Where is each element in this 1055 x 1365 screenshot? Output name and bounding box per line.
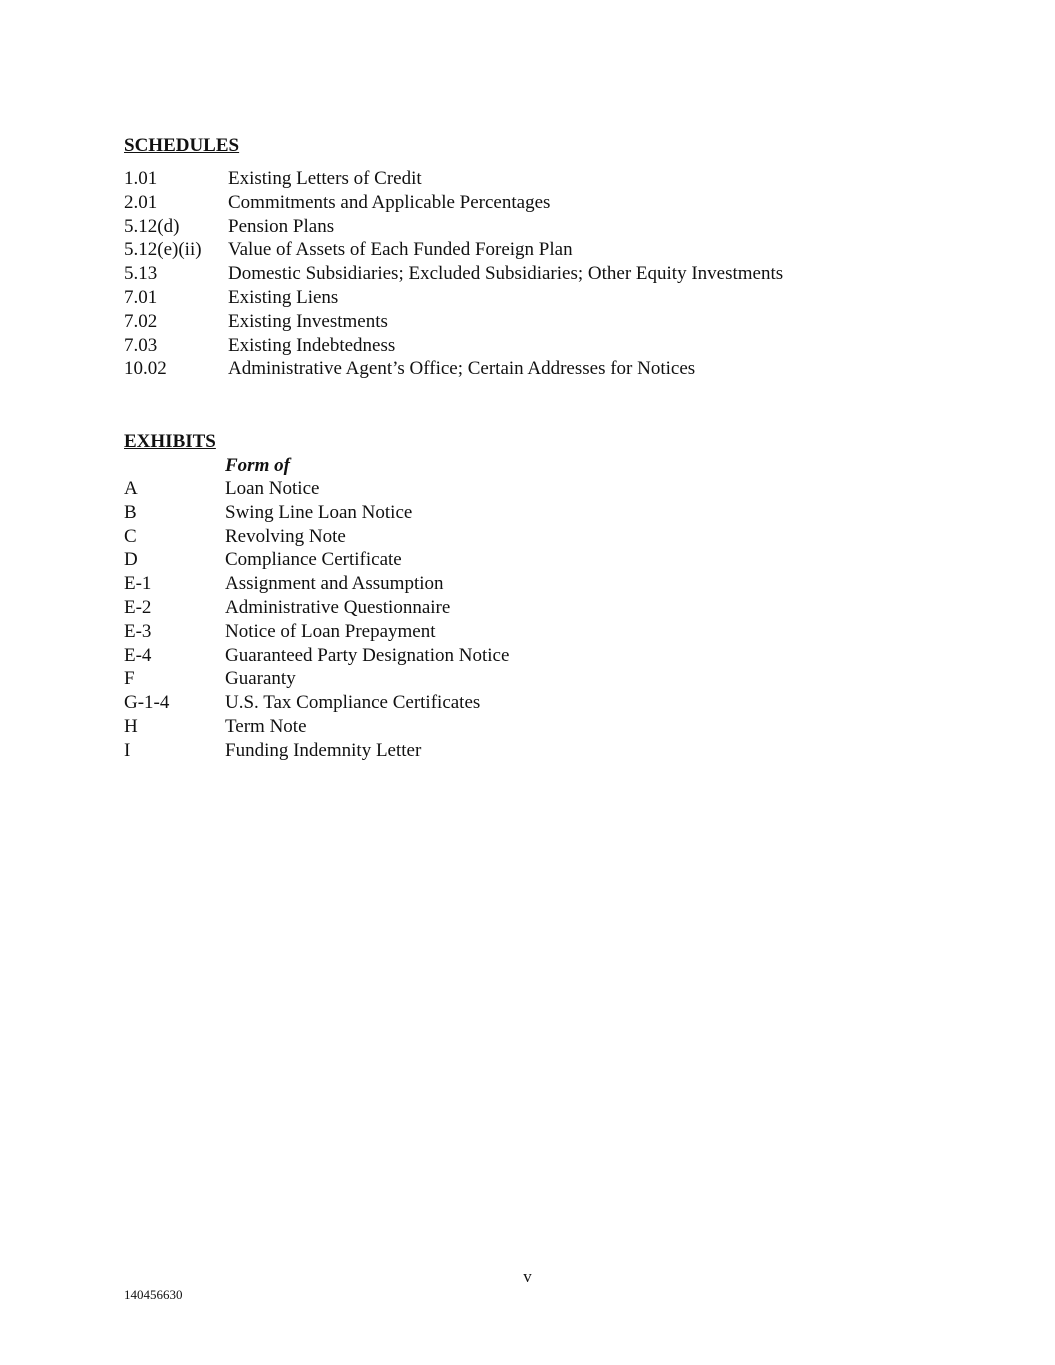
item-title: Funding Indemnity Letter [225,739,422,761]
item-code: E-4 [124,644,152,666]
item-title: Loan Notice [225,478,320,499]
document-id: 140456630 [124,1287,183,1302]
list-item [124,692,480,714]
item-title: Commitments and Applicable Percentages [228,191,551,213]
item-code: 2.01 [124,191,158,213]
item-code: G-1-4 [124,692,170,714]
item-title: Swing Line Loan Notice [225,501,413,523]
list-item [124,263,783,285]
item-code: 7.01 [124,287,158,308]
list-item [124,358,695,380]
item-title: Existing Letters of Credit [228,168,422,189]
list-item [124,311,388,333]
schedules-heading: SCHEDULES [124,135,240,156]
list-item [124,526,346,548]
list-item [124,478,319,500]
list-item [124,645,509,667]
item-code: 5.12(d) [124,215,180,237]
item-code: C [124,525,137,547]
item-code: 7.03 [124,334,158,356]
list-item [124,668,296,690]
item-title: Value of Assets of Each Funded Foreign Plan [228,239,573,261]
item-code: D [124,549,138,571]
item-code: 5.13 [124,263,158,285]
item-code: E-1 [124,573,152,595]
page-number: v [523,1267,532,1286]
list-item [124,597,450,619]
item-title: Term Note [225,716,307,737]
item-title: Administrative Agent’s Office; Certain Addresses for Notices [228,358,696,380]
item-title: Existing Investments [228,310,388,332]
list-item [124,335,395,357]
item-title: U.S. Tax Compliance Certificates [225,692,481,714]
exhibits-subheading: Form of [225,455,290,476]
list-item [124,740,421,762]
item-code: 10.02 [124,358,167,380]
exhibits-heading: EXHIBITS [124,431,216,452]
item-code: B [124,501,137,523]
item-title: Pension Plans [228,215,335,237]
list-item [124,716,307,738]
item-title: Administrative Questionnaire [225,597,451,618]
list-item [124,239,573,261]
item-title: Notice of Loan Prepayment [225,620,436,642]
item-code: 5.12(e)(ii) [124,239,202,261]
list-item [124,502,412,524]
item-title: Existing Indebtedness [228,334,396,356]
item-title: Compliance Certificate [225,549,402,571]
list-item [124,621,436,643]
list-item [124,549,402,571]
item-code: I [124,739,131,761]
item-title: Domestic Subsidiaries; Excluded Subsidiaries; Other Equity Investments [228,263,784,285]
list-item [124,573,444,595]
list-item [124,216,334,238]
list-item [124,168,422,190]
list-item [124,287,338,309]
item-code: E-3 [124,620,152,642]
item-code: A [124,478,138,499]
item-code: E-2 [124,597,152,618]
item-code: 1.01 [124,168,158,189]
item-title: Existing Liens [228,287,339,308]
item-title: Revolving Note [225,525,346,547]
item-title: Guaranty [225,668,296,690]
item-code: 7.02 [124,310,158,332]
item-code: F [124,668,135,690]
list-item [124,192,550,214]
item-title: Assignment and Assumption [225,573,444,595]
item-title: Guaranteed Party Designation Notice [225,644,510,666]
item-code: H [124,716,138,737]
